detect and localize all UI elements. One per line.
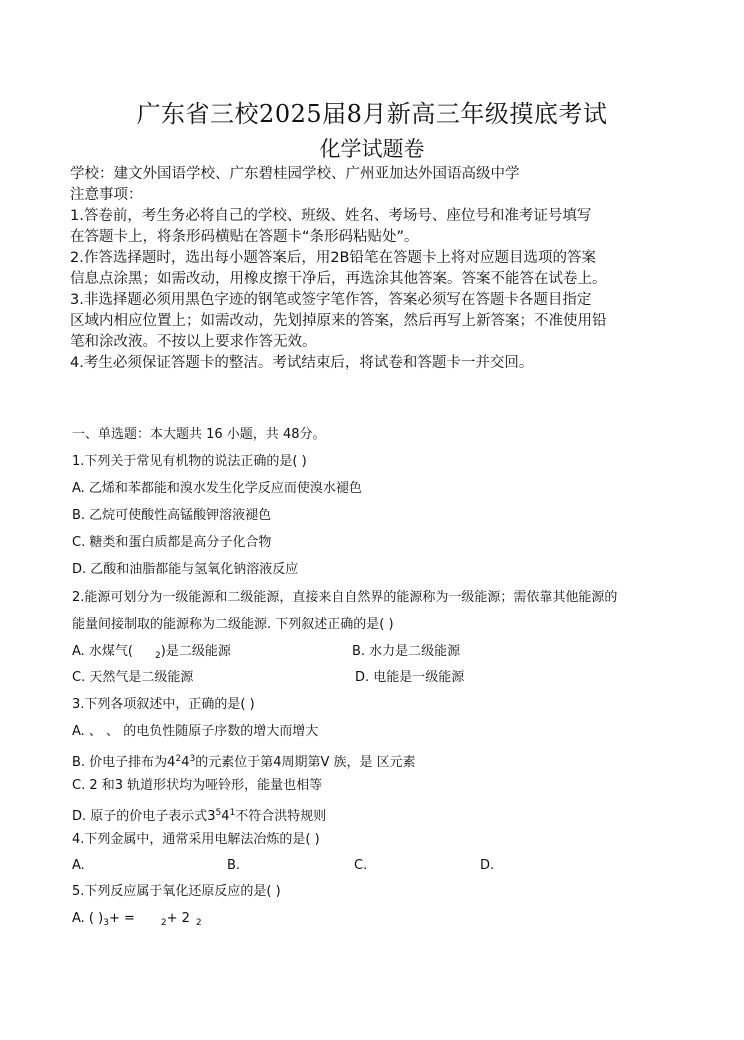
exam-title: 广东省三校2025届8月新高三年级摸底考试	[136, 100, 608, 128]
exam-subtitle: 化学试题卷	[319, 137, 425, 161]
q4-option-b: B.	[227, 858, 241, 873]
q3-option-b-text-mid: 4	[181, 755, 190, 770]
q2-option-a	[72, 643, 231, 665]
q3-option-b-sup-1: 2	[175, 754, 182, 764]
note-4-line: 4.考生必须保证答题卡的整洁。考试结束后，将试卷和答题卡一并交回。	[70, 355, 534, 371]
q1-option-c: C. 糖类和蛋白质都是高分子化合物	[72, 535, 272, 550]
q3-option-b	[72, 750, 416, 772]
q1-option-b: B. 乙烷可使酸性高锰酸钾溶液褪色	[72, 508, 272, 523]
q2-option-b: B. 水力是二级能源	[352, 644, 461, 659]
q2-option-a-subscript: 2	[155, 651, 161, 661]
q5-option-a-text-mid-2: + 2	[166, 911, 190, 926]
q5-option-a-sub-3: 2	[195, 918, 202, 928]
q3-option-b-sup-2: 3	[189, 754, 196, 764]
q3-option-d-text-end: 不符合洪特规则	[235, 809, 327, 824]
q5-option-a-text-mid: + =	[108, 911, 135, 926]
note-3-line-1: 3.非选择题必须用黑色字迹的钢笔或签字笔作答，答案必须写在答题卡各题目指定	[70, 292, 592, 308]
note-3-line-2: 区域内相应位置上；如需改动，先划掉原来的答案，然后再写上新答案；不准使用铅	[70, 313, 607, 329]
q3-option-b-text: B. 价电子排布为4	[72, 755, 176, 770]
note-2-line-2: 信息点涂黑；如需改动，用橡皮擦干净后，再选涂其他答案。答案不能答在试卷上。	[70, 271, 607, 287]
q1-stem: 1.下列关于常见有机物的说法正确的是( )	[72, 454, 307, 469]
q4-option-d: D.	[480, 858, 495, 873]
q1-option-d: D. 乙酸和油脂都能与氢氧化钠溶液反应	[72, 562, 299, 577]
q3-option-c: C. 2 和3 轨道形状均为哑铃形，能量也相等	[72, 778, 323, 793]
q3-option-d-text: D. 原子的价电子表示式3	[72, 809, 216, 824]
q3-option-d	[72, 804, 326, 826]
q4-stem: 4.下列金属中，通常采用电解法冶炼的是( )	[72, 832, 320, 847]
note-1-line-2: 在答题卡上，将条形码横贴在答题卡“条形码粘贴处”。	[70, 229, 419, 245]
q1-option-a: A. 乙烯和苯都能和溴水发生化学反应而使溴水褪色	[72, 481, 362, 496]
q2-stem-line-1: 2.能源可划分为一级能源和二级能源，直接来自自然界的能源称为一级能源；需依靠其他能源的	[72, 590, 618, 605]
q3-option-d-sup-1: 5	[215, 808, 222, 818]
q3-option-d-text-mid: 4	[221, 809, 230, 824]
schools-line: 学校：建文外国语学校、广东碧桂园学校、广州亚加达外国语高级中学	[70, 166, 520, 182]
note-2-line-1: 2.作答选择题时，选出每小题答案后，用2B铅笔在答题卡上将对应题目选项的答案	[70, 250, 597, 266]
q5-stem: 5.下列反应属于氧化还原反应的是( )	[72, 884, 281, 899]
q2-option-a-text: A. 水煤气(	[72, 644, 134, 659]
notes-heading: 注意事项：	[70, 187, 143, 203]
q3-option-b-text-end: 的元素位于第4周期第V 族，是 区元素	[195, 755, 416, 770]
q2-option-a-text-end: )是二级能源	[160, 644, 231, 659]
q5-option-a-sub-2: 2	[160, 918, 167, 928]
q2-option-c: C. 天然气是二级能源	[72, 670, 194, 685]
q2-stem-line-2: 能量间接制取的能源称为二级能源. 下列叙述正确的是( )	[72, 617, 394, 632]
q3-option-a: A. 、 、 的电负性随原子序数的增大而增大	[72, 724, 319, 739]
note-3-line-3: 笔和涂改液。不按以上要求作答无效。	[70, 334, 317, 350]
q5-option-a-text: A. ( )	[72, 911, 104, 926]
q4-option-c: C.	[354, 858, 368, 873]
q4-option-a: A.	[72, 858, 85, 873]
q3-stem: 3.下列各项叙述中，正确的是( )	[72, 697, 255, 712]
q2-option-d: D. 电能是一级能源	[355, 670, 465, 685]
q5-option-a	[72, 910, 202, 932]
note-1-line-1: 1.答卷前，考生务必将自己的学校、班级、姓名、考场号、座位号和准考证号填写	[70, 208, 592, 224]
q3-option-d-sup-2: 1	[229, 808, 236, 818]
q5-option-a-sub-1: 3	[103, 918, 109, 928]
section-heading: 一、单选题：本大题共 16 小题，共 48分。	[72, 427, 326, 442]
